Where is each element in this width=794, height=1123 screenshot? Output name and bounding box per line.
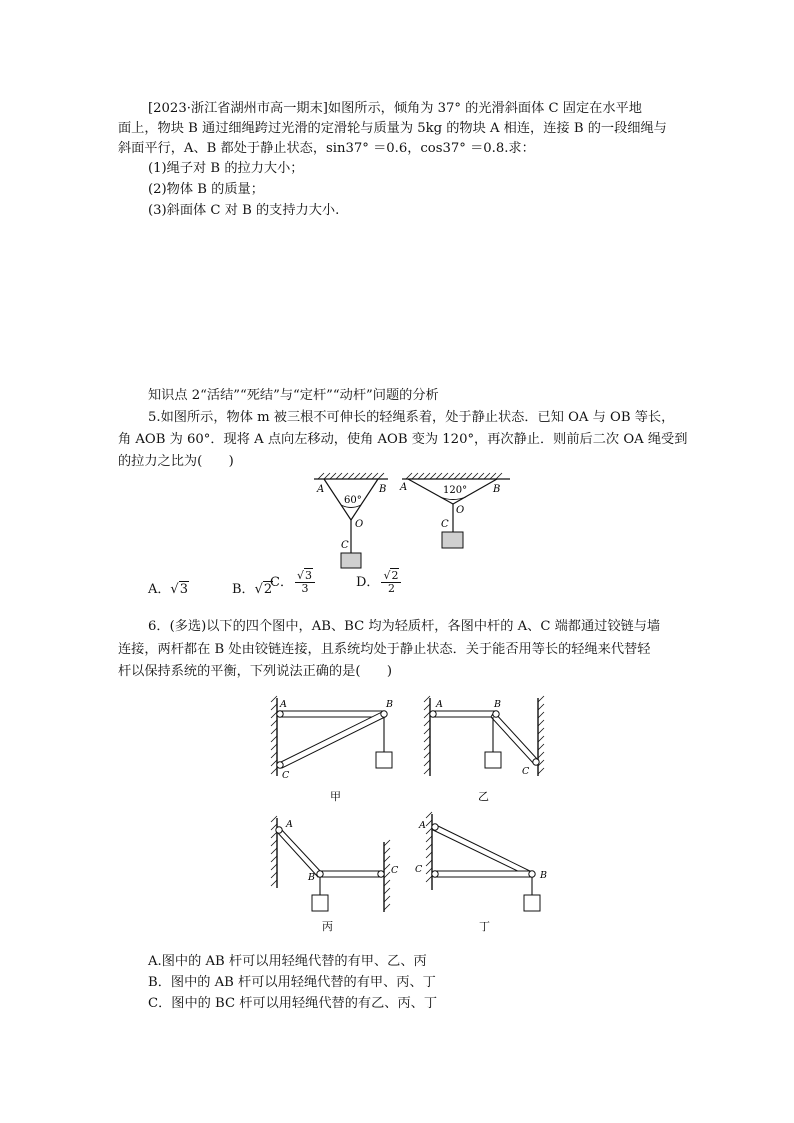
problem4-line1: [2023·浙江省湖州市高一期末]如图所示，倾角为 37° 的光滑斜面体 C 固定在水平地 <box>148 101 642 116</box>
problem6-option-b: B．图中的 AB 杆可以用轻绳代替的有甲、丙、丁 <box>148 975 436 990</box>
option-b: B．√2 <box>232 582 273 597</box>
label-B: B <box>386 699 393 710</box>
problem4-question1: (1)绳子对 B 的拉力大小； <box>148 161 304 176</box>
angle-label: 60° <box>344 495 362 506</box>
label-A: A <box>317 484 325 495</box>
problem6-line2: 连接，两杆都在 B 处由铰链连接，且系统均处于静止状态．关于能否用等长的轻绳来代替轻 <box>118 642 651 657</box>
figure-ding <box>415 812 547 933</box>
angle-label: 120° <box>443 485 468 496</box>
problem4-line3: 斜面平行，A、B 都处于静止状态，sin37° ＝0.6，cos37° ＝0.8.求： <box>118 141 535 156</box>
label-B: B <box>494 699 501 710</box>
label-C: C <box>391 865 399 876</box>
option-d: D． $\frac{√2}{2}$ <box>356 570 403 595</box>
label-A: A <box>286 819 293 830</box>
figure-yi <box>424 696 544 803</box>
section-title: 知识点 2“活结”“死结”与“定杆”“动杆”问题的分析 <box>148 388 439 403</box>
label-B: B <box>540 870 547 881</box>
option-a: A．√3 <box>148 582 188 597</box>
option-c: C． $\frac{√3}{3}$ <box>270 570 317 595</box>
label-C: C <box>341 540 349 551</box>
label-C: C <box>415 864 423 875</box>
label-O: O <box>355 519 364 530</box>
problem4-line2: 面上，物块 B 通过细绳跨过光滑的定滑轮与质量为 5kg 的物块 A 相连，连接 B 的一段细绳与 <box>118 121 667 136</box>
label-C: C <box>522 766 530 777</box>
problem4-question3: (3)斜面体 C 对 B 的支持力大小. <box>148 203 340 218</box>
caption-yi: 乙 <box>478 790 489 803</box>
label-O: O <box>456 505 465 516</box>
label-B: B <box>308 872 315 883</box>
problem6-figures <box>260 690 560 940</box>
label-A: A <box>436 699 443 710</box>
problem5-figures <box>300 470 520 570</box>
figure-left-60 <box>314 473 388 568</box>
label-C: C <box>282 770 290 781</box>
caption-ding: 丁 <box>479 920 490 933</box>
problem6-option-a: A.图中的 AB 杆可以用轻绳代替的有甲、乙、丙 <box>148 954 427 969</box>
caption-jia: 甲 <box>330 790 341 803</box>
problem5-line2: 角 AOB 为 60°．现将 A 点向左移动，使角 AOB 变为 120°，再次静止．则前后二次 OA 绳受到 <box>118 432 688 447</box>
problem6-line3: 杆以保持系统的平衡，下列说法正确的是( ) <box>118 664 393 679</box>
label-B: B <box>493 484 501 495</box>
figure-right-120 <box>399 473 510 548</box>
label-A: A <box>400 482 408 493</box>
problem4-question2: (2)物体 B 的质量； <box>148 182 264 197</box>
label-C: C <box>441 519 449 530</box>
problem5-line3: 的拉力之比为( ) <box>118 454 234 469</box>
label-A: A <box>419 820 426 831</box>
figure-bing <box>271 816 399 933</box>
figure-jia <box>271 696 393 803</box>
problem6-option-c: C．图中的 BC 杆可以用轻绳代替的有乙、丙、丁 <box>148 996 438 1011</box>
problem6-line1: 6．(多选)以下的四个图中，AB、BC 均为轻质杆，各图中杆的 A、C 端都通过铰链与墙 <box>148 619 661 634</box>
caption-bing: 丙 <box>322 920 333 933</box>
problem5-line1: 5.如图所示，物体 m 被三根不可伸长的轻绳系着，处于静止状态．已知 OA 与 OB 等长， <box>148 410 675 425</box>
label-A: A <box>280 699 287 710</box>
label-B: B <box>379 484 387 495</box>
